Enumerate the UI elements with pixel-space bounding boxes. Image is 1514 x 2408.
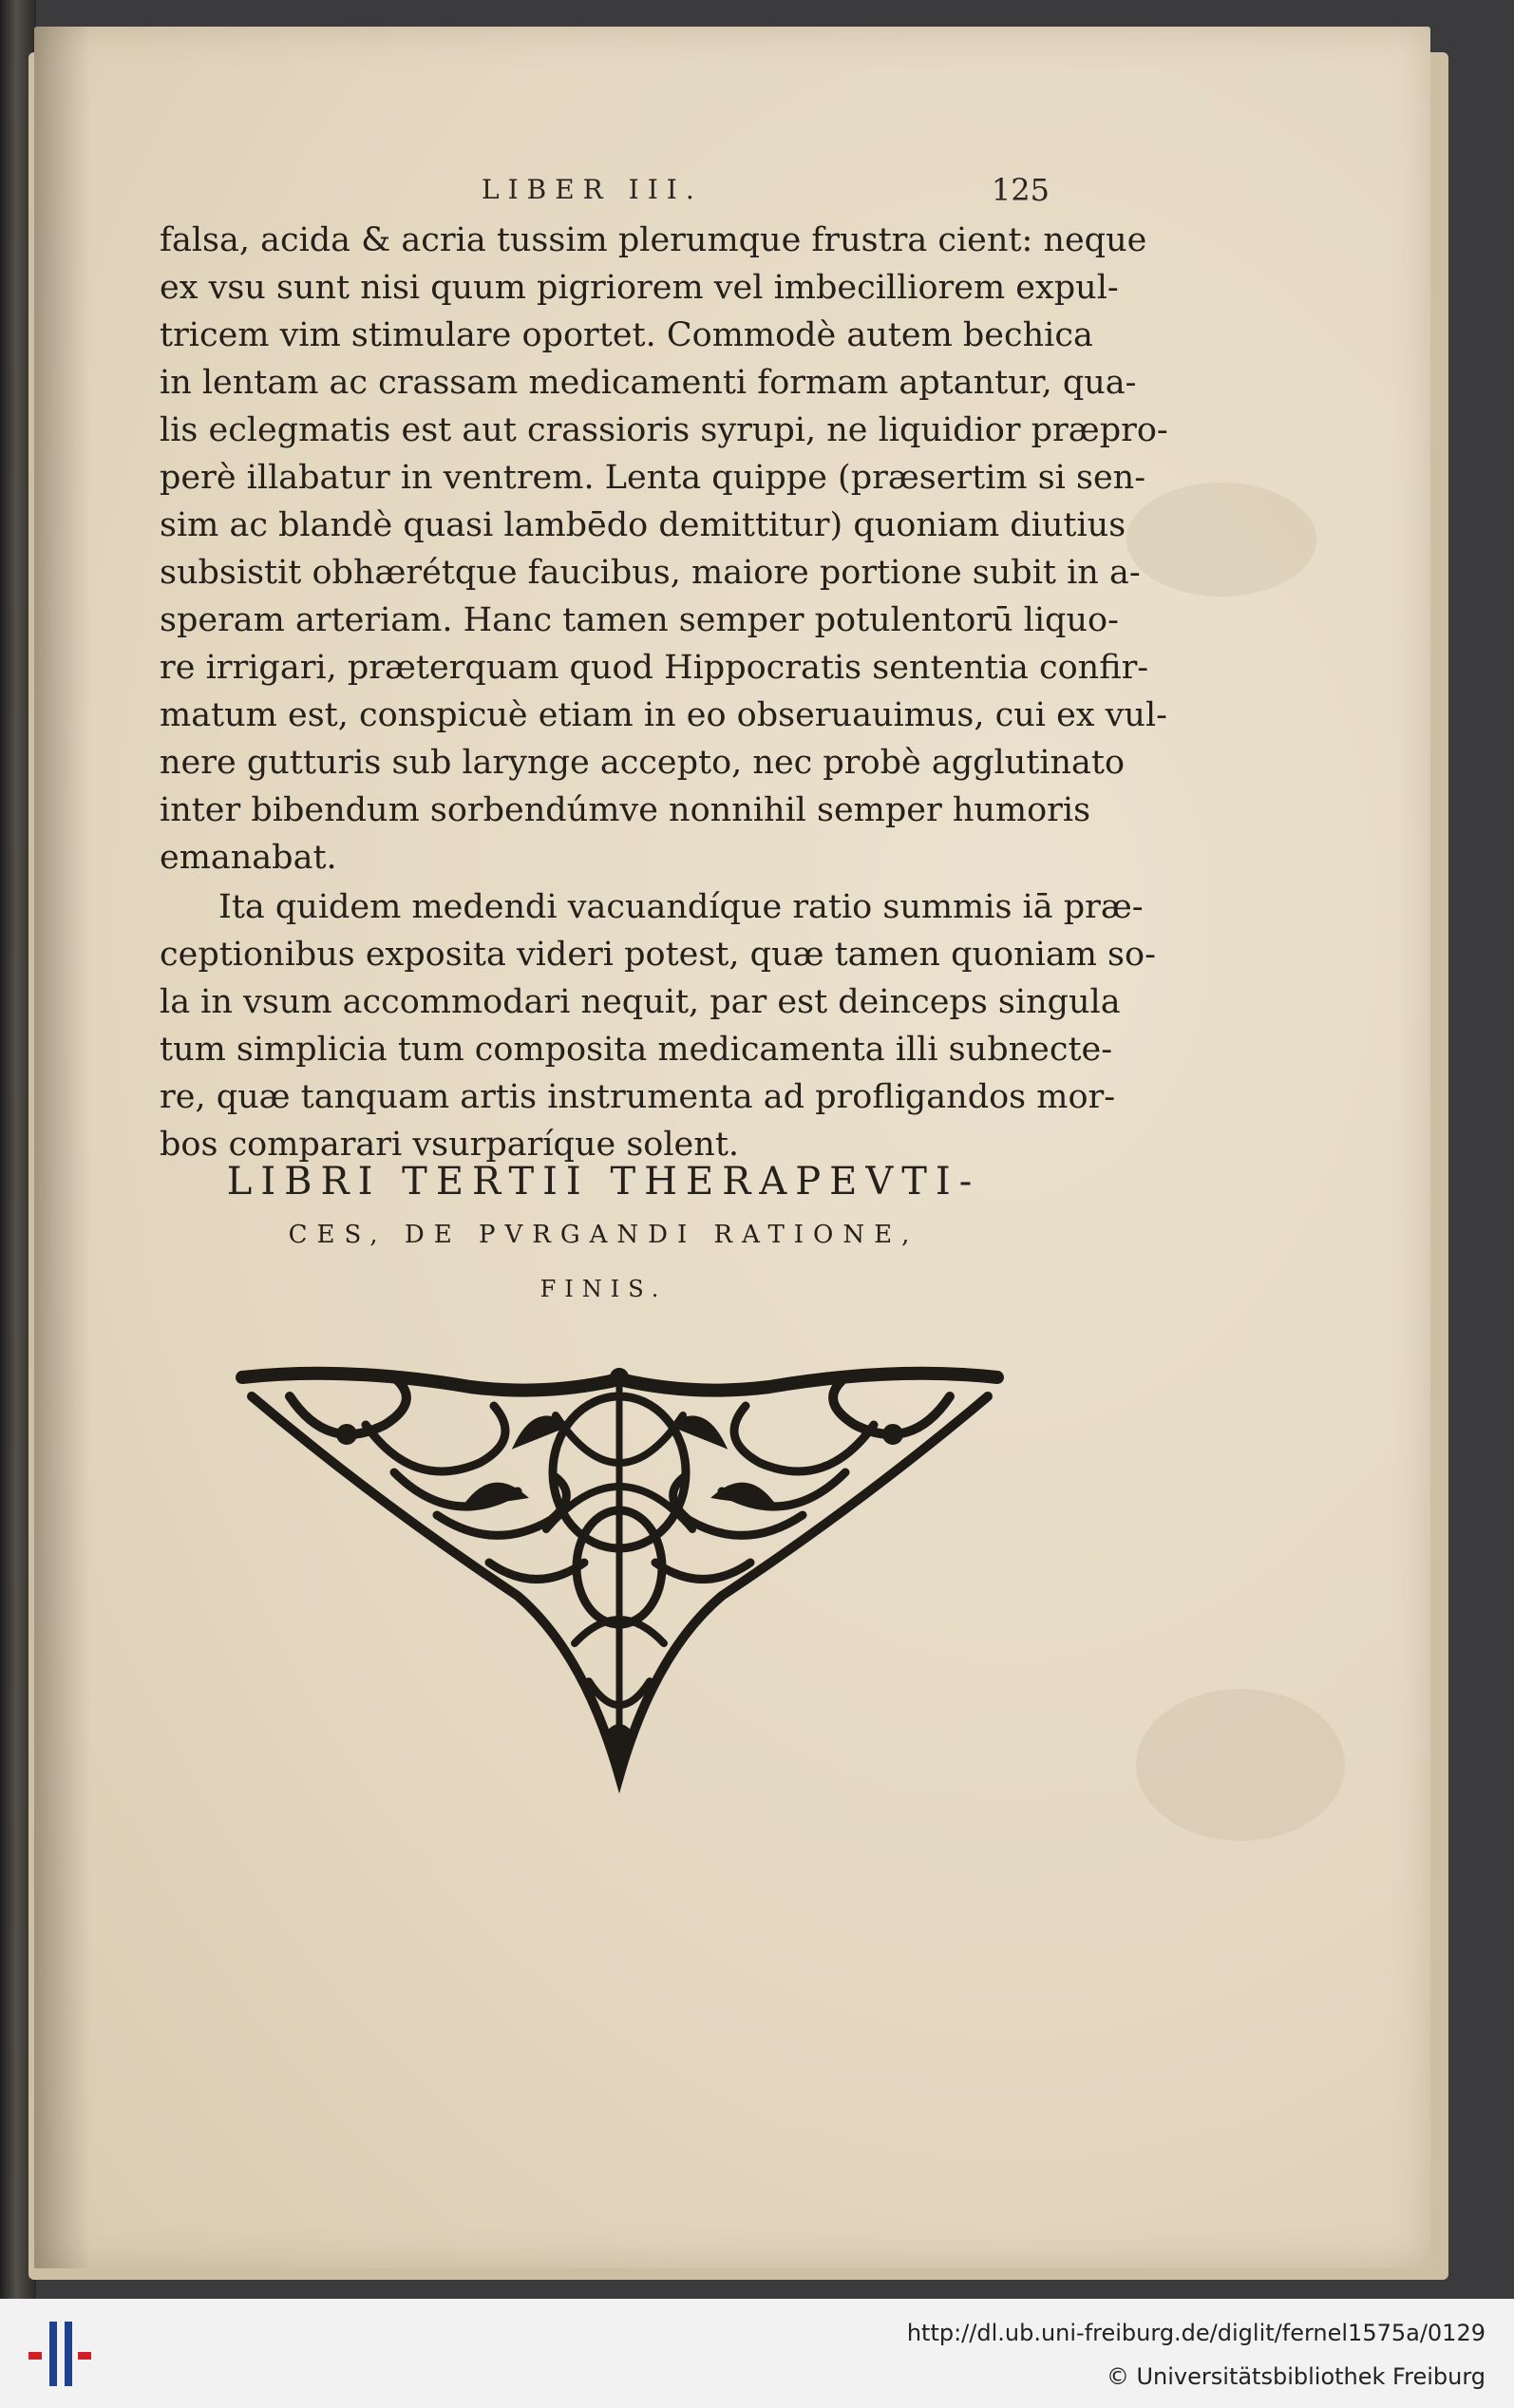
text-line: speram arteriam. Hanc tamen semper potulentorū liquo- [160, 601, 1119, 639]
text-line: inter bibendum sorbendúmve nonnihil semper humoris [160, 791, 1091, 829]
text-line: bos comparari vsurparíque solent. [160, 1126, 740, 1164]
text-line: in lentam ac crassam medicamenti formam aptantur, qua- [160, 364, 1137, 402]
running-title: LIBER III. [482, 174, 703, 205]
text-line: nere gutturis sub larynge accepto, nec probè agglutinato [160, 744, 1126, 782]
text-line: lis eclegmatis est aut crassioris syrupi, ne liquidior præpro- [160, 411, 1168, 449]
paper-stain [1126, 483, 1316, 597]
text-line: tum simplicia tum composita medicamenta illi subnecte- [160, 1031, 1113, 1069]
text-line: ex vsu sunt nisi quum pigriorem vel imbecilliorem expul- [160, 269, 1119, 307]
text-line: Ita quidem medendi vacuandíque ratio summis iā præ- [218, 888, 1144, 926]
text-line: perè illabatur in ventrem. Lenta quippe (præsertim si sen- [160, 459, 1146, 497]
gutter-shadow [34, 27, 91, 2268]
text-line: subsistit obhærétque faucibus, maiore portione subit in a- [160, 554, 1141, 592]
text-line: la in vsum accommodari nequit, par est deinceps singula [160, 983, 1121, 1021]
university-library-logo-icon [21, 2316, 97, 2392]
text-line: tricem vim stimulare oportet. Commodè autem bechica [160, 316, 1093, 354]
paper-stain [1136, 1689, 1345, 1841]
footer-bar [0, 2299, 1514, 2408]
text-line: emanabat. [160, 839, 337, 877]
colophon-line: LIBRI TERTII THERAPEVTI- [226, 1160, 981, 1204]
text-line: ceptionibus exposita videri potest, quæ tamen quoniam so- [160, 936, 1156, 974]
text-line: re irrigari, præterquam quod Hippocratis sententia confir- [160, 649, 1149, 687]
text-line: re, quæ tanquam artis instrumenta ad profligandos mor- [160, 1078, 1116, 1116]
paragraph-2 [160, 883, 1156, 1168]
main-text [160, 217, 1168, 1168]
text-line: sim ac blandè quasi lambēdo demittitur) quoniam diutius [160, 506, 1126, 544]
running-head [166, 174, 1050, 212]
text-line: falsa, acida & acria tussim plerumque frustra cient: neque [160, 221, 1147, 259]
colophon-line: CES, DE PVRGANDI RATIONE, [288, 1221, 919, 1249]
woodcut-ornament-icon [233, 1358, 1007, 1795]
colophon [160, 1154, 1048, 1318]
copyright-notice: © Universitätsbibliothek Freiburg [1106, 2363, 1486, 2390]
paragraph-1 [160, 217, 1168, 882]
text-line: matum est, conspicuè etiam in eo obseruauimus, cui ex vul- [160, 696, 1167, 734]
colophon-line: FINIS. [539, 1276, 668, 1302]
source-url[interactable]: http://dl.ub.uni-freiburg.de/diglit/fernel1575a/0129 [906, 2320, 1486, 2346]
page-number: 125 [991, 172, 1050, 208]
